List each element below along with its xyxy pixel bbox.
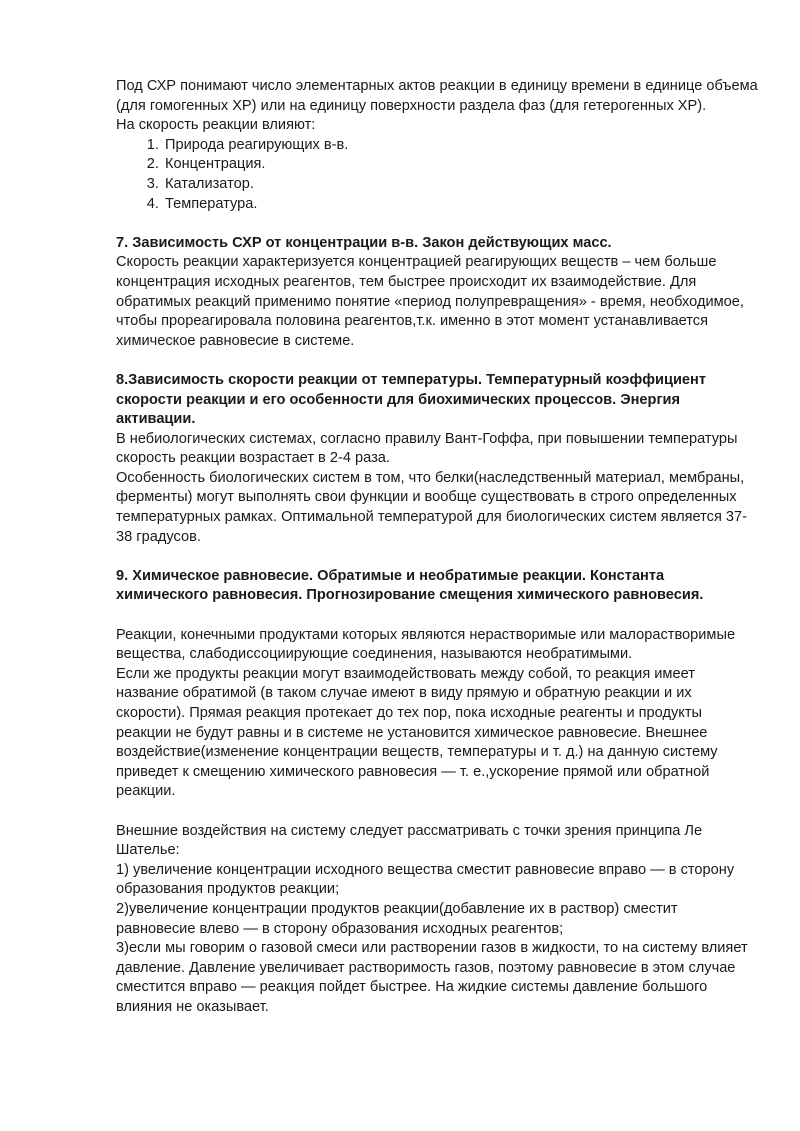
- list-item: 2. Концентрация.: [163, 155, 760, 175]
- point-2: 2)увеличение концентрации продуктов реакции(добавление их в раствор) сместит равновесие влево — в сторону образования исходных реагентов;: [116, 900, 678, 937]
- section-8-heading: 8.Зависимость скорости реакции от температуры. Температурный коэффициент скорости реакции и его особенности для биохимических процессов. Энергия активации.: [116, 371, 707, 428]
- spacer: [116, 606, 760, 626]
- section-7-heading: 7. Зависимость СХР от концентрации в-в. Закон действующих масс.: [116, 234, 612, 251]
- reversible-paragraph: Если же продукты реакции могут взаимодействовать между собой, то реакция имеет название обратимой (в таком случае имеют в виду прямую и обратную реакции и их скорости). Прямая реакция протекает до тех пор, пока исходные реагенты и продукты реакции не будут равны и в системе не установится химическое равновесие. Внешнее воздействие(изменение концентрации веществ, температуры и т. д.) на данную систему приведет к смещению химического равновесия — т. е.,ускорение прямой или обратной реакции.: [116, 665, 718, 800]
- spacer: [116, 351, 760, 371]
- spacer: [116, 547, 760, 567]
- section-8-body-1: В небиологических системах, согласно правилу Вант-Гоффа, при повышении температуры скорость реакции возрастает в 2-4 раза.: [116, 430, 738, 467]
- section-9-heading: 9. Химическое равновесие. Обратимые и необратимые реакции. Константа химического равновесия. Прогнозирование смещения химического равновесия.: [116, 567, 704, 604]
- list-item: 4. Температура.: [163, 195, 760, 215]
- le-chatelier-paragraph: Внешние воздействия на систему следует рассматривать с точки зрения принципа Ле Шателье:: [116, 822, 703, 859]
- list-item: 3. Катализатор.: [163, 175, 760, 195]
- section-7-body: Скорость реакции характеризуется концентрацией реагирующих веществ – чем больше концентрация исходных реагентов, тем быстрее происходит их взаимодействие. Для обратимых реакций применимо понятие «период полупревращения» - время, необходимое, чтобы прореагировала половина реагентов,т.к. именно в этот момент устанавливается химическое равновесие в системе.: [116, 254, 744, 349]
- definition-paragraph: Под СХР понимают число элементарных актов реакции в единицу времени в единице объема (для гомогенных ХР) или на единицу поверхности раздела фаз (для гетерогенных ХР).: [116, 78, 758, 114]
- list-item: 1. Природа реагирующих в-в.: [163, 136, 760, 156]
- irreversible-paragraph: Реакции, конечными продуктами которых являются нерастворимые или малорастворимые вещества, слабодиссоциирующие соединения, называются необратимыми.: [116, 626, 736, 663]
- spacer: [116, 802, 760, 822]
- spacer: [116, 214, 760, 234]
- factors-lead: На скорость реакции влияют:: [116, 117, 316, 134]
- section-8-body-2: Особенность биологических систем в том, что белки(наследственный материал, мембраны, ферменты) могут выполнять свои функции и вообще существовать в строго определенных температурных рамках. Оптимальной температурой для биологических систем является 37-38 градусов.: [116, 469, 748, 545]
- factors-list: [116, 136, 760, 214]
- point-1: 1) увеличение концентрации исходного вещества сместит равновесие вправо — в сторону образования продуктов реакции;: [116, 861, 735, 898]
- point-3: 3)если мы говорим о газовой смеси или растворении газов в жидкости, то на систему влияет давление. Давление увеличивает растворимость газов, поэтому равновесие в этом случае сместится вправо — реакция пойдет быстрее. На жидкие системы давление большого влияния не оказывает.: [116, 940, 748, 1015]
